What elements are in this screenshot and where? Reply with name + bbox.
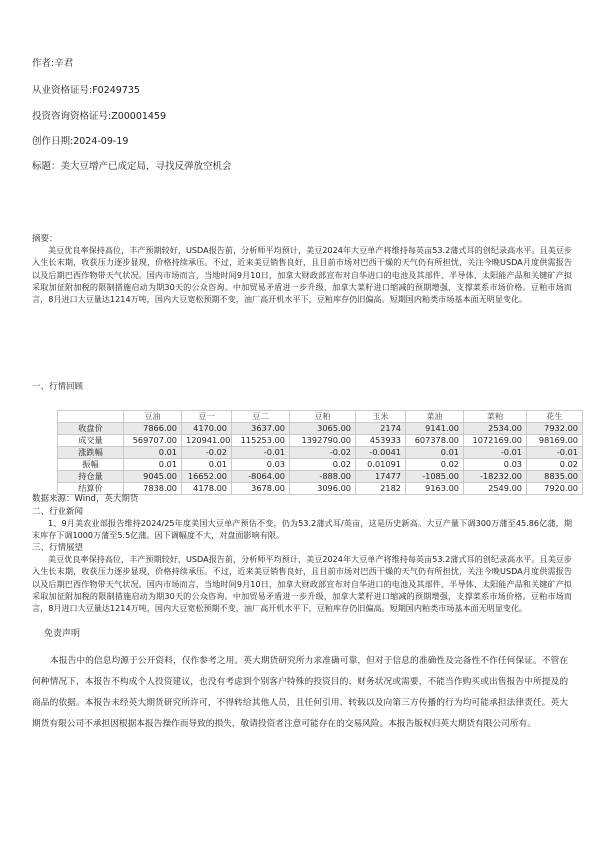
value-cell: 7932.00: [527, 423, 583, 435]
value-cell: 0.01: [182, 459, 232, 471]
market-table-body: [58, 411, 583, 495]
value-cell: 17477: [356, 471, 406, 483]
value-cell: -1085.00: [406, 471, 464, 483]
abstract-heading: 摘要：: [32, 234, 58, 244]
table-header-cell: 菜粕: [464, 411, 527, 423]
row-label-cell: 振幅: [58, 459, 124, 471]
row-label-cell: 持仓量: [58, 471, 124, 483]
value-cell: 3096.00: [290, 483, 356, 495]
value-cell: -0.01: [527, 447, 583, 459]
value-cell: 607378.00: [406, 435, 464, 447]
table-header-cell: 花生: [527, 411, 583, 423]
value-cell: 0.02: [527, 459, 583, 471]
value-cell: 569707.00: [124, 435, 182, 447]
value-cell: 0.01091: [356, 459, 406, 471]
data-source: 数据来源：Wind，英大期货: [32, 494, 139, 504]
table-row: [58, 423, 583, 435]
value-cell: 7866.00: [124, 423, 182, 435]
row-label-cell: 收盘价: [58, 423, 124, 435]
value-cell: -18232.00: [464, 471, 527, 483]
table-row: [58, 459, 583, 471]
date-line: 创作日期:2024-09-19: [32, 136, 129, 147]
author-line: 作者:辛君: [32, 58, 74, 69]
section2-text: 1、9月美农业部报告维持2024/25年度美国大豆单产预估不变，仍为53.2蒲式耳/英亩，这是历史新高。大豆产量下调300万蒲至45.86亿蒲，期末库存下调1000万蒲至5.5亿蒲。因下调幅度不大，对盘面影响有限。: [32, 518, 572, 541]
value-cell: 115253.00: [232, 435, 290, 447]
value-cell: 3678.00: [232, 483, 290, 495]
value-cell: 2182: [356, 483, 406, 495]
value-cell: 98169.00: [527, 435, 583, 447]
value-cell: 7838.00: [124, 483, 182, 495]
disclaimer-text: 本报告中的信息均源于公开资料，仅作参考之用。英大期货研究所力求准确可靠，但对于信息的准确性及完备性不作任何保证。不管在何种情况下，本报告不构成个人投资建议，也没有考虑到个别客户特殊的投资目的、财务状况或需要，不能当作购买或出售报告中所提及的商品的依据。本报告未经英大期货研究所许可，不得转给其他人员，且任何引用、转载以及向第三方传播的行为均可能承担法律责任。英大期货有限公司不承担因根据本报告操作而导致的损失，敬请投资者注意可能存在的交易风险。本报告版权归英大期货有限公司所有。: [32, 656, 568, 729]
value-cell: 0.03: [232, 459, 290, 471]
table-header-cell: 豆油: [124, 411, 182, 423]
value-cell: 7920.00: [527, 483, 583, 495]
value-cell: 3637.00: [232, 423, 290, 435]
table-header-cell: 豆一: [182, 411, 232, 423]
row-label-cell: 涨跌幅: [58, 447, 124, 459]
section3-heading: 三、行情展望: [32, 543, 84, 553]
section2-heading: 二、行业新闻: [32, 507, 84, 517]
abstract-text: 美豆优良率保持高位，丰产预期较好，USDA报告前，分析师平均预计，美豆2024年大豆单产将维持每英亩53.2蒲式耳的创纪录高水平。且美豆步入生长末期，收获压力逐步显现，价格持续承压。不过，近来美豆销售良好，且目前市场对巴西干燥的天气仍有所担忧，关注今晚USDA月度供需报告以及后期巴西作物带天气状况。国内市场而言，当地时间9月10日，加拿大财政部宣布对自华进口的电池及其部件、半导体、太阳能产品和关键矿产拟采取加征附加税的限制措施启动为期30天的公众咨询。中加贸易矛盾进一步升级，加拿大菜籽进口缩减的预期增强，支撑菜系市场价格。豆粕市场而言，8月进口大豆量达1214万吨，国内大豆宽松预期不变，油厂高开机水平下，豆粕库存仍旧偏高。短期国内粕类市场基本面无明显变化。: [32, 245, 572, 305]
row-label-cell: 成交量: [58, 435, 124, 447]
value-cell: -0.0041: [356, 447, 406, 459]
disclaimer-heading: 免责声明: [44, 629, 81, 639]
table-header-row: [58, 411, 583, 423]
value-cell: 0.01: [406, 447, 464, 459]
value-cell: -0.01: [464, 447, 527, 459]
value-cell: -0.02: [182, 447, 232, 459]
value-cell: 0.03: [464, 459, 527, 471]
value-cell: 0.02: [406, 459, 464, 471]
value-cell: 16652.00: [182, 471, 232, 483]
value-cell: 1072169.00: [464, 435, 527, 447]
report-title: 标题：美大豆增产已成定局，寻找反弹放空机会: [32, 161, 232, 172]
table-header-cell: [58, 411, 124, 423]
value-cell: 2549.00: [464, 483, 527, 495]
value-cell: 9045.00: [124, 471, 182, 483]
value-cell: -0.02: [290, 447, 356, 459]
value-cell: 8835.00: [527, 471, 583, 483]
value-cell: 4178.00: [182, 483, 232, 495]
row-label-cell: 结算价: [58, 483, 124, 495]
section1-heading: 一、行情回顾: [32, 382, 84, 392]
table-row: [58, 447, 583, 459]
value-cell: 9163.00: [406, 483, 464, 495]
table-header-cell: 玉米: [356, 411, 406, 423]
value-cell: 2174: [356, 423, 406, 435]
table-header-cell: 菜油: [406, 411, 464, 423]
value-cell: 453933: [356, 435, 406, 447]
value-cell: 4170.00: [182, 423, 232, 435]
value-cell: 0.02: [290, 459, 356, 471]
value-cell: -888.00: [290, 471, 356, 483]
practice-cert-line: 从业资格证号:F0249735: [32, 85, 140, 96]
value-cell: 0.01: [124, 447, 182, 459]
table-row: [58, 471, 583, 483]
value-cell: -0.01: [232, 447, 290, 459]
table-header-cell: 豆二: [232, 411, 290, 423]
table-row: [58, 435, 583, 447]
value-cell: 2534.00: [464, 423, 527, 435]
value-cell: 3065.00: [290, 423, 356, 435]
advisory-cert-line: 投资咨询资格证号:Z00001459: [32, 111, 167, 122]
table-header-cell: 豆粕: [290, 411, 356, 423]
value-cell: -8064.00: [232, 471, 290, 483]
value-cell: 9141.00: [406, 423, 464, 435]
value-cell: 0.01: [124, 459, 182, 471]
section3-text: 美豆优良率保持高位，丰产预期较好，USDA报告前，分析师平均预计，美豆2024年大豆单产将维持每英亩53.2蒲式耳的创纪录高水平。且美豆步入生长末期，收获压力逐步显现，价格持续承压。不过，近来美豆销售良好，且目前市场对巴西干燥的天气仍有所担忧，关注今晚USDA月度供需报告以及后期巴西作物带天气状况。国内市场而言，当地时间9月10日，加拿大财政部宣布对自华进口的电池及其部件、半导体、太阳能产品和关键矿产拟采取加征附加税的限制措施启动为期30天的公众咨询。中加贸易矛盾进一步升级，加拿大菜籽进口缩减的预期增强，支撑菜系市场价格。豆粕市场而言，8月进口大豆量达1214万吨，国内大豆宽松预期不变，油厂高开机水平下，豆粕库存仍旧偏高。短期国内粕类市场基本面无明显变化。: [32, 554, 572, 614]
value-cell: 120941.00: [182, 435, 232, 447]
market-table: [57, 410, 583, 495]
value-cell: 1392790.00: [290, 435, 356, 447]
